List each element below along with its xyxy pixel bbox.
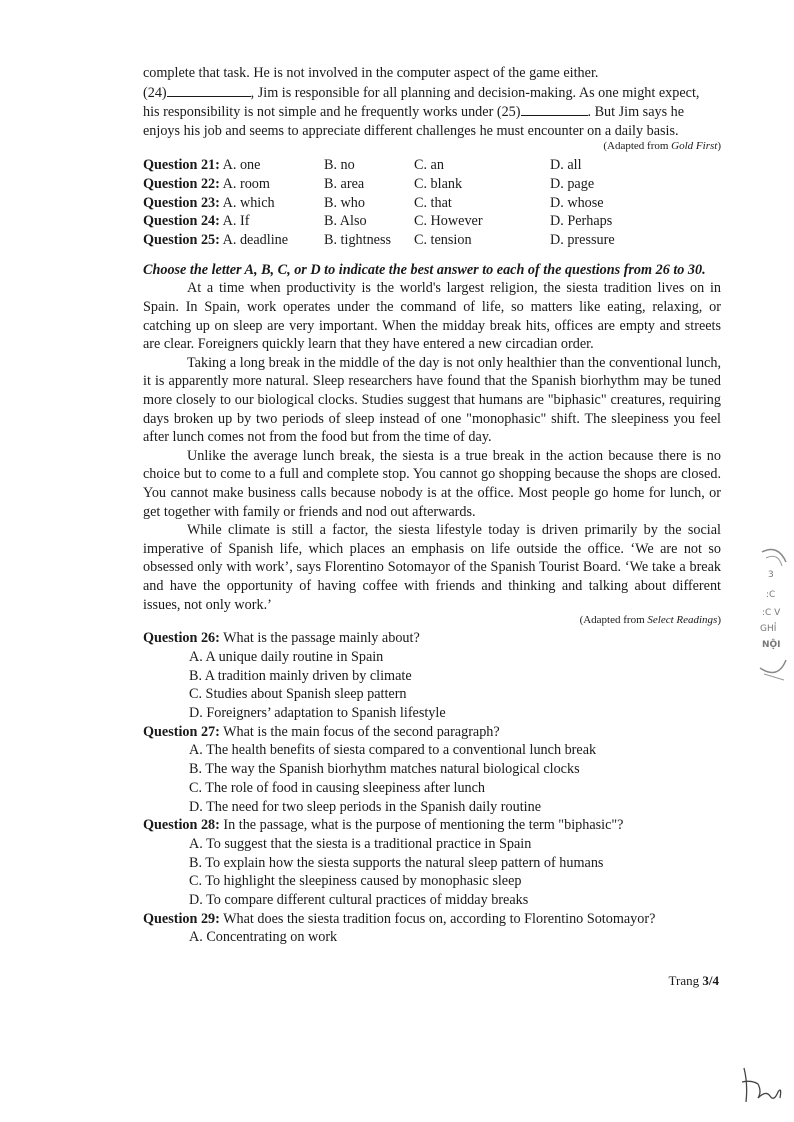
answer-option: D. Foreigners’ adaptation to Spanish lifestyle bbox=[189, 704, 446, 721]
question-text: What does the siesta tradition focus on, according to Florentino Sotomayor? bbox=[219, 910, 656, 927]
answer-option: B. A tradition mainly driven by climate bbox=[189, 667, 412, 684]
option-a: A. deadline bbox=[222, 232, 289, 249]
stamp-line-4: GHỈ bbox=[760, 624, 777, 634]
option-d: D. page bbox=[550, 176, 595, 193]
question-28 bbox=[143, 816, 721, 835]
answer-option: C. The role of food in causing sleepiness after lunch bbox=[189, 779, 486, 796]
answer-option: C. To highlight the sleepiness caused by monophasic sleep bbox=[189, 873, 522, 890]
blank-24 bbox=[167, 83, 251, 97]
question-26 bbox=[143, 629, 721, 648]
question-29 bbox=[143, 910, 721, 929]
option-a: A. which bbox=[222, 194, 275, 211]
passage-top-line4: enjoys his job and seems to appreciate different challenges he must encounter on a daily basis. bbox=[143, 122, 679, 139]
source-gold-first: (Adapted from Gold First) bbox=[603, 140, 721, 153]
question-label: Question 21: bbox=[143, 157, 220, 174]
option-a: A. one bbox=[222, 157, 261, 174]
option-c: C. However bbox=[414, 213, 483, 230]
passage-top-line1: complete that task. He is not involved in the computer aspect of the game either. bbox=[143, 65, 599, 81]
question-27 bbox=[143, 723, 721, 742]
question-label: Question 23: bbox=[143, 194, 220, 211]
question-label: Question 29: bbox=[143, 910, 220, 927]
question-label: Question 24: bbox=[143, 213, 220, 230]
option-c: C. that bbox=[414, 194, 452, 211]
passage-top bbox=[143, 64, 721, 140]
option-b: B. who bbox=[324, 194, 365, 211]
option-a: A. room bbox=[222, 176, 270, 193]
question-text: What is the main focus of the second paragraph? bbox=[219, 723, 500, 740]
option-d: D. pressure bbox=[550, 232, 615, 249]
answer-option: D. To compare different cultural practices of midday breaks bbox=[189, 892, 529, 909]
option-d: D. Perhaps bbox=[550, 213, 613, 230]
question-row bbox=[143, 212, 670, 231]
answer-option: A. A unique daily routine in Spain bbox=[189, 648, 384, 665]
blank-25 bbox=[521, 102, 588, 116]
question-list bbox=[143, 629, 721, 947]
reading-paragraph-4: While climate is still a factor, the siesta lifestyle today is driven primarily by the social imperative of Spanish life, which places an emphasis on life outside the office. ‘We are not so obsessed only with work’, says Florentino Sotomayor of the Spanish Tourist Board. ‘We take a break and have the opportunity of having coffee with friends and thinking and talking about different issues, not only work.’ bbox=[143, 522, 721, 613]
question-label: Question 28: bbox=[143, 817, 220, 834]
option-c: C. blank bbox=[414, 176, 463, 193]
option-b: B. area bbox=[324, 176, 365, 193]
source-select-readings: (Adapted from Select Readings) bbox=[579, 614, 721, 627]
stamp-fragment bbox=[752, 540, 792, 700]
option-b: B. tightness bbox=[324, 232, 392, 249]
reading-paragraph-3: Unlike the average lunch break, the siesta is a true break in the action because there is no choice but to come to a full and complete stop. You cannot go shopping because the shops are closed. You cannot make business calls because nobody is at the office. Most people go home for lunch, or get together with family or friends and nod out afterwards. bbox=[143, 447, 721, 520]
instruction: Choose the letter A, B, C, or D to indicate the best answer to each of the questions from 26 to 30. bbox=[143, 261, 706, 278]
stamp-line-3: :C V bbox=[762, 608, 781, 618]
answer-option: A. The health benefits of siesta compared to a conventional lunch break bbox=[189, 742, 597, 759]
option-d: D. whose bbox=[550, 194, 604, 211]
question-label: Question 26: bbox=[143, 630, 220, 647]
answer-option: C. Studies about Spanish sleep pattern bbox=[189, 686, 407, 703]
stamp-line-1: 3 bbox=[768, 570, 774, 580]
answer-option: A. Concentrating on work bbox=[189, 929, 338, 946]
option-b: B. no bbox=[324, 157, 355, 174]
passage-top-line3-start: his responsibility is not simple and he frequently works under (25) bbox=[143, 104, 521, 121]
answer-option: B. The way the Spanish biorhythm matches natural biological clocks bbox=[189, 761, 580, 778]
question-text: What is the passage mainly about? bbox=[219, 630, 420, 647]
answer-option: A. To suggest that the siesta is a traditional practice in Spain bbox=[189, 835, 532, 852]
answer-option: D. The need for two sleep periods in the Spanish daily routine bbox=[189, 798, 541, 815]
signature-icon bbox=[738, 1062, 786, 1106]
question-row bbox=[143, 156, 670, 175]
option-b: B. Also bbox=[324, 213, 367, 230]
option-a: A. If bbox=[222, 213, 250, 230]
question-label: Question 27: bbox=[143, 723, 220, 740]
blank-24-label: (24) bbox=[143, 84, 167, 101]
reading-paragraph-1: At a time when productivity is the world's largest religion, the siesta tradition lives on in Spain. In Spain, work operates under the command of life, so matters like eating, relaxing, or catching up on sleep are very important. When the midday break hits, offices are empty and streets are clear. Foreigners quickly learn that they have entered a new circadian order. bbox=[143, 280, 721, 353]
reading-paragraph-2: Taking a long break in the middle of the day is not only healthier than the conventional lunch, it is apparently more natural. Sleep researchers have found that the Spanish biorhythm may be tuned more closely to our biological clocks. Studies suggest that humans are "biphasic" creatures, requiring days broken up by two periods of sleep instead of one "monophasic" shift. The sleepiness you feel after lunch comes not from the food but from the time of day. bbox=[143, 354, 721, 446]
question-row bbox=[143, 175, 670, 194]
option-c: C. an bbox=[414, 157, 444, 174]
stamp-icon bbox=[752, 540, 792, 700]
questions-21-25-table bbox=[143, 156, 670, 250]
question-row bbox=[143, 231, 670, 250]
passage-top-line3-end: . But Jim says he bbox=[587, 104, 685, 121]
stamp-line-2: :C bbox=[766, 590, 776, 600]
document-page bbox=[143, 64, 721, 947]
option-d: D. all bbox=[550, 157, 582, 174]
question-row bbox=[143, 194, 670, 213]
option-c: C. tension bbox=[414, 232, 472, 249]
question-label: Question 25: bbox=[143, 232, 220, 249]
passage-top-line2: , Jim is responsible for all planning and decision-making. As one might expect, bbox=[250, 84, 700, 101]
question-label: Question 22: bbox=[143, 176, 220, 193]
question-text: In the passage, what is the purpose of mentioning the term "biphasic"? bbox=[219, 817, 624, 834]
answer-option: B. To explain how the siesta supports the natural sleep pattern of humans bbox=[189, 854, 604, 871]
page-footer: Trang 3/4 bbox=[668, 973, 719, 988]
stamp-line-5: NỘI bbox=[762, 640, 781, 650]
